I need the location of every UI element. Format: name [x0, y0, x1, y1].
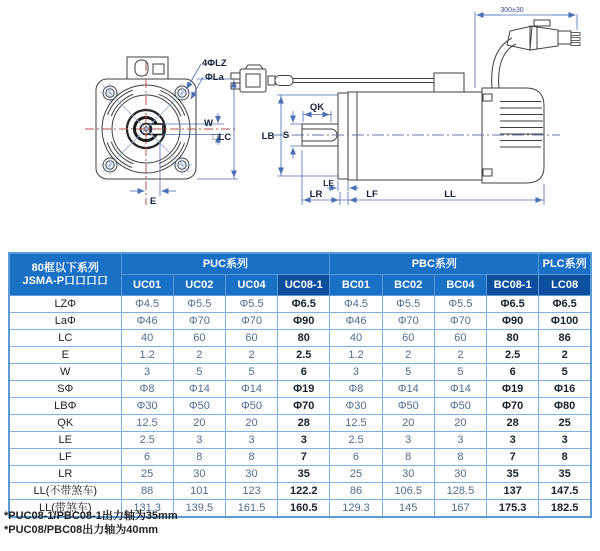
spec-cell: Φ4.5 — [121, 296, 173, 313]
spec-cell: 101 — [173, 483, 225, 500]
lb-label: LB — [261, 131, 275, 142]
spec-row — [9, 381, 591, 398]
spec-cell: 8 — [539, 449, 591, 466]
spec-cell: 25 — [330, 466, 382, 483]
front-key-width-label: W — [204, 118, 213, 129]
table-corner-header: 80框以下系列 JSMA-P口口口口 — [9, 253, 121, 296]
spec-cell: 35 — [278, 466, 330, 483]
motor-dimension-drawing — [0, 0, 600, 250]
column-header-uc01: UC01 — [121, 275, 173, 296]
spec-cell: 6 — [487, 364, 539, 381]
spec-cell: 30 — [434, 466, 486, 483]
row-label: LZΦ — [9, 296, 121, 313]
column-header-bc08-1: BC08-1 — [487, 275, 539, 296]
spec-cell: Φ6.5 — [539, 296, 591, 313]
spec-cell: Φ6.5 — [278, 296, 330, 313]
spec-cell: 3 — [121, 364, 173, 381]
encoder-connector — [231, 65, 293, 92]
spec-row — [9, 483, 591, 500]
spec-table-container — [8, 252, 592, 518]
spec-cell: Φ14 — [173, 381, 225, 398]
row-label: LBΦ — [9, 398, 121, 415]
power-cable — [492, 38, 516, 88]
spec-cell: 128.5 — [434, 483, 486, 500]
lf-label: LF — [366, 189, 378, 200]
spec-cell: 145 — [382, 500, 434, 518]
spec-cell: 40 — [330, 330, 382, 347]
spec-cell: Φ14 — [225, 381, 277, 398]
front-frame-label: □LC — [212, 132, 232, 143]
spec-cell: 2 — [173, 347, 225, 364]
spec-cell: Φ50 — [434, 398, 486, 415]
spec-cell: 80 — [278, 330, 330, 347]
row-label: LE — [9, 432, 121, 449]
spec-cell: Φ8 — [330, 381, 382, 398]
ll-label: LL — [444, 189, 456, 200]
spec-cell: 3 — [173, 432, 225, 449]
spec-cell: 8 — [225, 449, 277, 466]
spec-cell: 161.5 — [225, 500, 277, 518]
column-header-bc02: BC02 — [382, 275, 434, 296]
spec-cell: 1.2 — [330, 347, 382, 364]
spec-cell: 25 — [539, 415, 591, 432]
spec-cell: 5 — [434, 364, 486, 381]
spec-cell: Φ30 — [330, 398, 382, 415]
spec-cell: 3 — [382, 432, 434, 449]
spec-cell: 2 — [225, 347, 277, 364]
spec-cell: 30 — [173, 466, 225, 483]
spec-cell: 3 — [487, 432, 539, 449]
cable-length-label: 300±30 — [500, 7, 524, 14]
spec-cell: 6 — [330, 449, 382, 466]
column-header-uc04: UC04 — [225, 275, 277, 296]
spec-cell: 60 — [173, 330, 225, 347]
spec-table — [8, 252, 592, 518]
spec-cell: 3 — [278, 432, 330, 449]
spec-cell: Φ14 — [434, 381, 486, 398]
spec-cell: 167 — [434, 500, 486, 518]
spec-cell: 2.5 — [487, 347, 539, 364]
spec-cell: 12.5 — [121, 415, 173, 432]
spec-cell: 20 — [382, 415, 434, 432]
column-header-uc02: UC02 — [173, 275, 225, 296]
spec-cell: 8 — [434, 449, 486, 466]
spec-row — [9, 330, 591, 347]
spec-cell: Φ46 — [330, 313, 382, 330]
cable-gland — [434, 73, 464, 92]
spec-cell: 28 — [487, 415, 539, 432]
spec-cell: 35 — [487, 466, 539, 483]
spec-row — [9, 398, 591, 415]
series-group-header: PUC系列 — [121, 253, 330, 275]
spec-cell: Φ16 — [539, 381, 591, 398]
front-e-label: E — [149, 196, 157, 207]
front-pilot-label: ΦLa — [205, 72, 224, 83]
spec-cell: Φ100 — [539, 313, 591, 330]
spec-cell: Φ6.5 — [487, 296, 539, 313]
spec-cell: 3 — [539, 432, 591, 449]
spec-cell: 35 — [539, 466, 591, 483]
column-header-bc04: BC04 — [434, 275, 486, 296]
spec-row — [9, 296, 591, 313]
spec-cell: 160.5 — [278, 500, 330, 518]
row-label: SΦ — [9, 381, 121, 398]
row-label: W — [9, 364, 121, 381]
side-flange — [338, 93, 348, 179]
spec-cell: 25 — [121, 466, 173, 483]
spec-cell: 2.5 — [330, 432, 382, 449]
spec-cell: 7 — [487, 449, 539, 466]
footnote-2: *PUC08/PBC08出力轴为40mm — [4, 524, 159, 536]
spec-cell: 60 — [382, 330, 434, 347]
spec-row — [9, 432, 591, 449]
spec-cell: Φ30 — [121, 398, 173, 415]
row-label: LL(带煞车) — [9, 500, 121, 518]
row-label: LaΦ — [9, 313, 121, 330]
spec-cell: Φ5.5 — [434, 296, 486, 313]
spec-cell: 86 — [330, 483, 382, 500]
spec-row — [9, 415, 591, 432]
spec-cell: 80 — [487, 330, 539, 347]
spec-cell: 12.5 — [330, 415, 382, 432]
spec-cell: 131.3 — [121, 500, 173, 518]
spec-cell: 60 — [225, 330, 277, 347]
spec-cell: Φ70 — [487, 398, 539, 415]
spec-cell: 88 — [121, 483, 173, 500]
lr-label: LR — [309, 189, 323, 200]
spec-cell: 2.5 — [121, 432, 173, 449]
row-label: LL(不带煞车) — [9, 483, 121, 500]
spec-cell: 2.5 — [278, 347, 330, 364]
spec-cell: 3 — [434, 432, 486, 449]
spec-cell: 5 — [382, 364, 434, 381]
spec-cell: 60 — [434, 330, 486, 347]
spec-cell: 106.5 — [382, 483, 434, 500]
spec-cell: 1.2 — [121, 347, 173, 364]
spec-cell: Φ50 — [173, 398, 225, 415]
spec-row — [9, 466, 591, 483]
spec-cell: 30 — [382, 466, 434, 483]
cooling-fins — [500, 102, 543, 148]
spec-cell: Φ70 — [382, 313, 434, 330]
spec-cell: Φ80 — [539, 398, 591, 415]
spec-cell: Φ5.5 — [225, 296, 277, 313]
side-view — [231, 20, 580, 183]
spec-cell: 6 — [278, 364, 330, 381]
qk-label: QK — [309, 102, 325, 113]
series-group-header: PBC系列 — [330, 253, 539, 275]
spec-cell: 20 — [434, 415, 486, 432]
spec-cell: 40 — [121, 330, 173, 347]
spec-cell: Φ90 — [487, 313, 539, 330]
series-group-header: PLC系列 — [539, 253, 591, 275]
spec-cell: 182.5 — [539, 500, 591, 518]
spec-cell: 20 — [173, 415, 225, 432]
spec-cell: Φ19 — [487, 381, 539, 398]
spec-cell: Φ8 — [121, 381, 173, 398]
front-bolt-holes-label: 4ΦLZ — [202, 58, 227, 69]
encoder-cable — [293, 79, 434, 83]
column-header-lc08: LC08 — [539, 275, 591, 296]
spec-row — [9, 313, 591, 330]
spec-cell: 129.3 — [330, 500, 382, 518]
spec-cell: Φ5.5 — [382, 296, 434, 313]
row-label: E — [9, 347, 121, 364]
spec-row — [9, 347, 591, 364]
spec-cell: 3 — [225, 432, 277, 449]
spec-cell: Φ4.5 — [330, 296, 382, 313]
spec-cell: 28 — [278, 415, 330, 432]
spec-row — [9, 449, 591, 466]
column-header-bc01: BC01 — [330, 275, 382, 296]
spec-cell: 122.2 — [278, 483, 330, 500]
spec-cell: Φ70 — [434, 313, 486, 330]
spec-cell: Φ50 — [225, 398, 277, 415]
spec-cell: 137 — [487, 483, 539, 500]
spec-cell: 30 — [225, 466, 277, 483]
spec-cell: 175.3 — [487, 500, 539, 518]
spec-cell: 123 — [225, 483, 277, 500]
motor-body — [348, 92, 482, 180]
spec-cell: 5 — [173, 364, 225, 381]
spec-cell: Φ90 — [278, 313, 330, 330]
spec-cell: 20 — [225, 415, 277, 432]
spec-cell: 3 — [330, 364, 382, 381]
spec-cell: 5 — [225, 364, 277, 381]
spec-cell: 147.5 — [539, 483, 591, 500]
spec-cell: 7 — [278, 449, 330, 466]
spec-cell: 2 — [434, 347, 486, 364]
spec-cell: 139.5 — [173, 500, 225, 518]
spec-cell: Φ5.5 — [173, 296, 225, 313]
spec-cell: Φ70 — [278, 398, 330, 415]
footnote-1: *PUC08-1/PBC08-1出力轴为35mm — [4, 510, 178, 522]
power-plug — [507, 20, 580, 50]
row-label: QK — [9, 415, 121, 432]
spec-cell: 8 — [382, 449, 434, 466]
le-label: LE — [323, 178, 334, 188]
spec-cell: 86 — [539, 330, 591, 347]
spec-cell: 2 — [382, 347, 434, 364]
spec-cell: Φ70 — [173, 313, 225, 330]
row-label: LR — [9, 466, 121, 483]
s-label: S — [282, 130, 290, 141]
spec-cell: Φ19 — [278, 381, 330, 398]
spec-cell: Φ70 — [225, 313, 277, 330]
spec-cell: 2 — [539, 347, 591, 364]
spec-row — [9, 364, 591, 381]
spec-cell: Φ46 — [121, 313, 173, 330]
row-label: LF — [9, 449, 121, 466]
spec-cell: 6 — [121, 449, 173, 466]
spec-cell: 8 — [173, 449, 225, 466]
column-header-uc08-1: UC08-1 — [278, 275, 330, 296]
spec-cell: Φ14 — [382, 381, 434, 398]
spec-cell: Φ50 — [382, 398, 434, 415]
row-label: LC — [9, 330, 121, 347]
spec-cell: 5 — [539, 364, 591, 381]
